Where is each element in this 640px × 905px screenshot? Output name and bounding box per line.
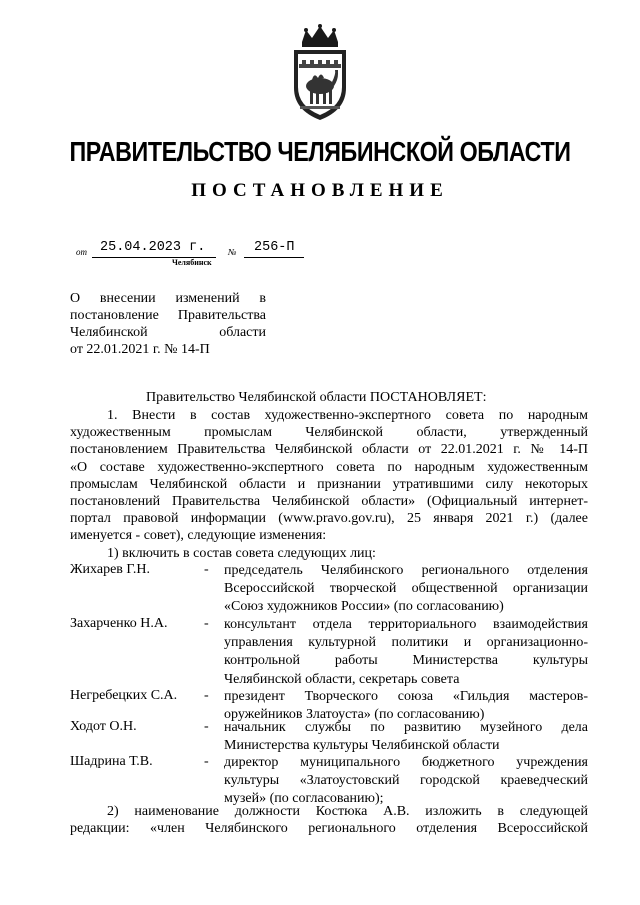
- government-title: ПРАВИТЕЛЬСТВО ЧЕЛЯБИНСКОЙ ОБЛАСТИ: [69, 136, 571, 167]
- member-dash: -: [204, 562, 209, 577]
- member-name: Негребецких С.А.: [70, 688, 178, 703]
- paragraph-line: «О составе художественно-экспертного совета по народным художественным: [70, 459, 588, 475]
- subject-line: О внесении изменений в: [70, 291, 266, 306]
- member-name: Захарченко Н.А.: [70, 616, 168, 631]
- member-role: [224, 616, 588, 689]
- paragraph-1: [70, 407, 588, 562]
- paragraph-line: именуется - совет), следующие изменения:: [70, 528, 327, 544]
- paragraph-line: постановлением Правительства Челябинской области от 22.01.2021 г. № 14-П: [70, 442, 588, 458]
- subject-line: постановление Правительства: [70, 308, 266, 323]
- role-line: музей» (по согласованию);: [224, 791, 384, 807]
- role-line: консультант отдела территориального взаимодействия: [224, 617, 588, 632]
- member-dash: -: [204, 719, 209, 734]
- document-number: 256-П: [254, 240, 295, 255]
- paragraph-line: постановлений Правительства Челябинской области» (Официальный интернет-: [70, 494, 588, 510]
- subject-line: от 22.01.2021 г. № 14-П: [70, 342, 210, 357]
- role-line: «Союз художников России» (по согласованию): [224, 599, 504, 615]
- role-line: контрольной работы Министерства культуры: [224, 653, 588, 669]
- paragraph-line: 1. Внести в состав художественно-экспертного совета по народным: [107, 408, 588, 423]
- document-date: 25.04.2023 г.: [100, 240, 206, 255]
- role-line: начальник службы по развитию музейного дела: [224, 720, 588, 735]
- resolution-intro: Правительство Челябинской области ПОСТАНОВЛЯЕТ:: [146, 390, 487, 405]
- date-label: от: [76, 247, 87, 257]
- member-role: [224, 754, 588, 809]
- role-line: Министерства культуры Челябинской области: [224, 738, 500, 754]
- subject-line: Челябинской области: [70, 325, 266, 340]
- paragraph-line: художественным промыслам Челябинской области, утвержденный: [70, 425, 588, 441]
- paragraph-line: портал правовой информации (www.pravo.gov.ru), 25 января 2021 г.) (далее: [70, 511, 588, 527]
- role-line: председатель Челябинского регионального отделения: [224, 563, 588, 578]
- number-label: №: [228, 247, 237, 257]
- member-name: Ходот О.Н.: [70, 719, 137, 734]
- document-type: ПОСТАНОВЛЕНИЕ: [191, 180, 449, 201]
- role-line: оружейников Златоуста» (по согласованию): [224, 707, 485, 723]
- city-name: Челябинск: [172, 258, 212, 267]
- paragraph-2: [70, 803, 588, 837]
- member-role: [224, 562, 588, 617]
- role-line: Всероссийской творческой общественной организации: [224, 581, 588, 597]
- member-name: Жихарев Г.Н.: [70, 562, 151, 577]
- member-name: Шадрина Т.В.: [70, 754, 153, 769]
- role-line: Челябинской области, секретарь совета: [224, 671, 460, 687]
- member-dash: -: [204, 616, 209, 631]
- document-subject: [70, 290, 266, 358]
- role-line: директор муниципального бюджетного учреждения: [224, 755, 588, 770]
- paragraph-line: 2) наименование должности Костюка А.В. изложить в следующей: [107, 804, 588, 819]
- paragraph-line: промыслам Челябинской области и признании утратившими силу некоторых: [70, 476, 588, 492]
- number-underline: [244, 257, 304, 258]
- role-line: президент Творческого союза «Гильдия мастеров-: [224, 689, 588, 704]
- coat-of-arms-icon: [288, 24, 352, 124]
- role-line: культуры «Златоустовский городской краеведческий: [224, 773, 588, 789]
- paragraph-line: редакции: «член Челябинского регионального отделения Всероссийской: [70, 821, 588, 837]
- member-dash: -: [204, 688, 209, 703]
- role-line: управления культурной политики и организационно-: [224, 635, 588, 651]
- member-role: [224, 719, 588, 755]
- member-dash: -: [204, 754, 209, 769]
- paragraph-line: 1) включить в состав совета следующих лиц:: [107, 545, 376, 561]
